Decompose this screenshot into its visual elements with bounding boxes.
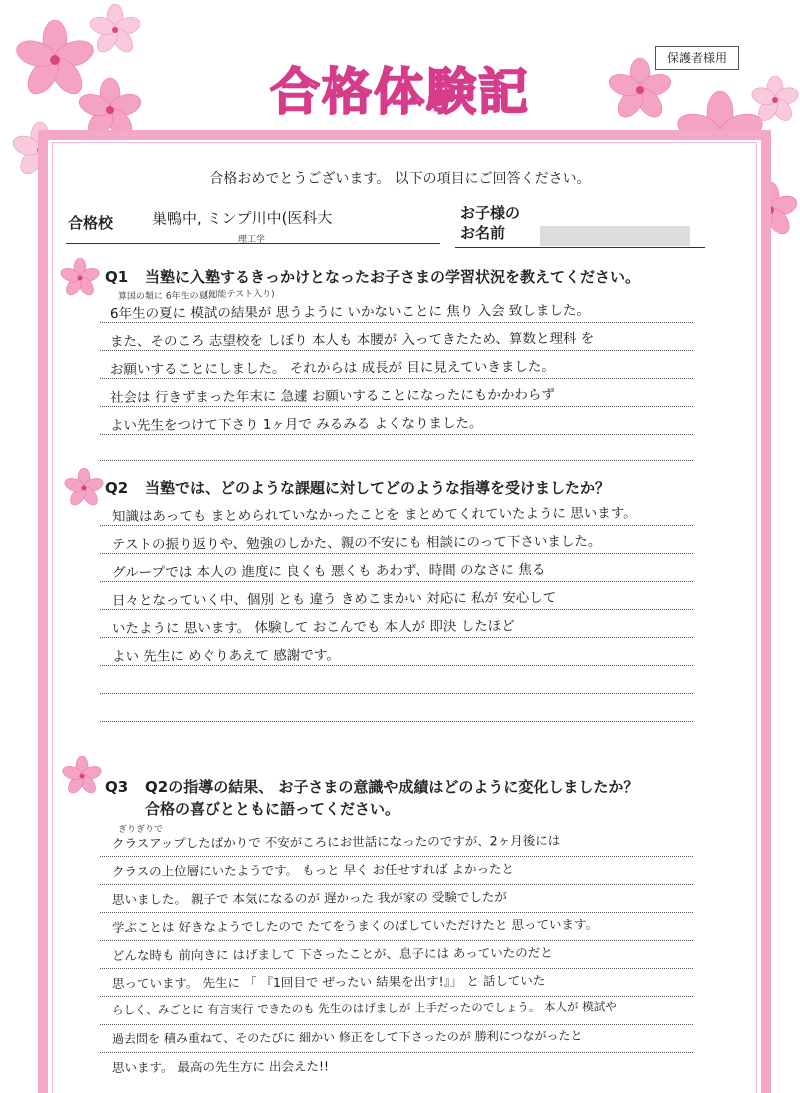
child-name-label-1: お子様の (460, 204, 521, 222)
q3-rule (100, 912, 693, 913)
school-label: 合格校 (68, 214, 114, 232)
child-name-redacted (540, 226, 690, 246)
q2-number: Q2 (105, 479, 129, 497)
q1-rule (100, 322, 693, 323)
q2-rule (100, 609, 693, 610)
q3-rule (100, 856, 693, 857)
q2-rule (100, 665, 693, 666)
q1-number: Q1 (105, 268, 129, 286)
q1-note2: (知能テスト入り) (204, 289, 275, 300)
intro-text: 合格おめでとうございます。 以下の項目にご回答ください。 (209, 171, 591, 187)
q2-question: 当塾では、どのような課題に対してどのような指導を受けましたか？ (145, 479, 611, 497)
q3-question-line1: Q2の指導の結果、 お子さまの意識や成績はどのように変化しましたか？ (145, 778, 639, 796)
q3-rule (100, 996, 693, 997)
q2-answer-line: グループでは 本人の 進度に 良くも 悪くも あわず、時間 のなさに 焦る (111, 561, 546, 581)
q1-flower-icon (60, 258, 100, 298)
q1-note: 算国の類に 6年生の夏に (117, 291, 217, 302)
q2-answer-line: 日々となっていく中、個別 とも 違う きめこまかい 対応に 私が 安心して (111, 589, 557, 609)
q3-answer-line: 思います。 最高の先生方に 出会えた!! (111, 1058, 330, 1075)
parent-use-badge: 保護者様用 (655, 46, 739, 70)
q3-rule (100, 1052, 693, 1053)
q2-rule (100, 637, 693, 638)
q3-answer-line: どんな時も 前向きに はげまして 下さったことが、息子には あっていたのだと (111, 944, 553, 963)
q3-heading (105, 776, 638, 797)
q1-rule (100, 406, 693, 407)
q1-rule (100, 434, 693, 435)
q2-answer-line: いたように 思います。 体験して おこんでも 本人が 即決 したほど (111, 618, 515, 637)
school-value-note: 理工学 (237, 234, 266, 245)
child-name-underline (455, 247, 705, 248)
child-name-label-2: お名前 (460, 224, 506, 242)
q3-answer-line: クラスアップしたばかりで 不安がころにお世話になったのですが、2ヶ月後には (111, 832, 561, 851)
q1-answer-line: お願いすることにしました。 それからは 成長が 目に見えていきました。 (109, 358, 555, 378)
q3-answer-line: クラスの上位層にいたようです。 もっと 早く お任せすれば よかったと (111, 861, 515, 879)
q1-answer-line: よい先生をつけて下さり 1ヶ月で みるみる よくなりました。 (109, 415, 483, 434)
q3-answer-line: 過去問を 積み重ねて、そのたびに 細かい 修正をして下さったのが 勝利につながったと (111, 1028, 583, 1046)
q3-question-line2: 合格の喜びとともに語ってください。 (145, 800, 401, 818)
q1-heading (105, 266, 640, 287)
q3-number: Q3 (105, 778, 129, 796)
q1-rule (100, 350, 693, 351)
q2-rule (100, 553, 693, 554)
q2-answer-line: テストの振り返りや、勉強のしかた、親の不安にも 相談にのって下さいました。 (111, 533, 602, 553)
q2-flower-icon (64, 468, 104, 508)
q3-answer-line: 思っています。 先生に 「 『1回目で ぜったい 結果を出す!』」 と 話していた (111, 972, 546, 991)
school-underline (66, 243, 440, 244)
q3-note: ぎりぎりで (117, 824, 164, 835)
q3-rule (100, 1024, 693, 1025)
q1-rule (100, 460, 693, 461)
q1-rule (100, 378, 693, 379)
page-title: 合格体験記 (270, 62, 530, 121)
q2-answer-line: よい 先生に めぐりあえて 感謝です。 (111, 647, 340, 665)
q1-answer-line: また、そのころ 志望校を しぼり 本人も 本腰が 入ってきたため、算数と理科 を (109, 330, 595, 350)
q1-answer-line: 6年生の夏に 模試の結果が 思うように いかないことに 焦り 入会 致しました。 (109, 302, 590, 322)
q3-flower-icon (62, 756, 102, 796)
q1-question: 当塾に入塾するきっかけとなったお子さまの学習状況を教えてください。 (145, 268, 641, 286)
q2-rule (100, 721, 693, 722)
q2-rule (100, 581, 693, 582)
q3-answer-line: 学ぶことは 好きなようでしたので たてをうまくのばしていただけたと 思っています。 (111, 916, 598, 935)
q2-heading (105, 477, 610, 498)
q2-rule (100, 525, 693, 526)
q3-answer-line: 思いました。 親子で 本気になるのが 遅かった 我が家の 受験でしたが (111, 889, 507, 907)
q3-rule (100, 940, 693, 941)
q3-rule (100, 968, 693, 969)
q3-answer-line: らしく、みごとに 有言実行 できたのも 先生のはげましが 上手だったのでしょう。 本人が 模試や (111, 999, 617, 1017)
q2-answer-line: 知識はあっても まとめられていなかったことを まとめてくれていたように 思います。 (111, 505, 637, 525)
q2-rule (100, 693, 693, 694)
school-value: 巣鴨中, ミンプ川中(医科大 (151, 208, 333, 228)
q1-answer-line: 社会は 行きずまった年末に 急遽 お願いすることになったにもかかわらず (109, 386, 555, 406)
q3-rule (100, 884, 693, 885)
